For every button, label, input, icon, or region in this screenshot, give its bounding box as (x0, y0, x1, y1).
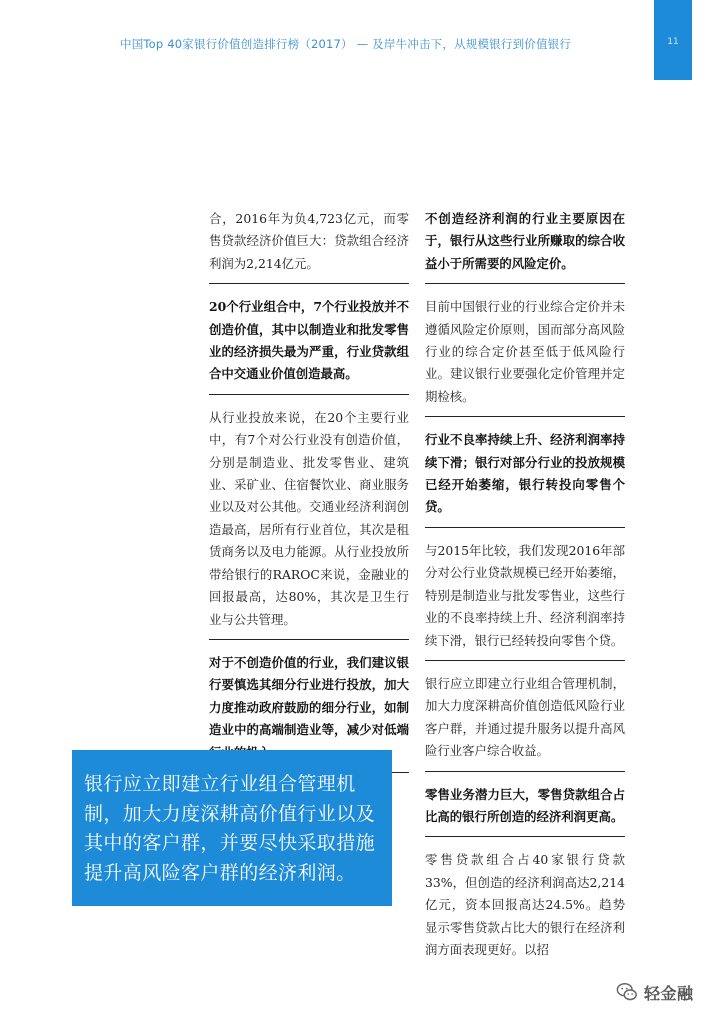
right-column (425, 208, 625, 981)
paragraph: 目前中国银行业的行业综合定价并未遵循风险定价原则，国而部分高风险行业的综合定价甚至低于低风险行业。建议银行业要强化定价管理并定期检核。 (425, 296, 625, 417)
paragraph: 合，2016年为负4,723亿元，而零售贷款经济价值巨大：贷款组合经济利润为2,214亿元。 (209, 208, 409, 284)
bold-summary: 20个行业组合中，7个行业投放并不创造价值，其中以制造业和批发零售业的经济损失最为严重，行业贷款组合中交通业价值创造最高。 (209, 296, 409, 395)
bold-summary: 对于不创造价值的行业，我们建议银行要慎选其细分行业进行投放，加大力度推动政府鼓励的细分行业，如制造业中的高端制造业等，减少对低端 (209, 652, 409, 773)
callout-text: 银行应立即建立行业组合管理机制，加大力度深耕高价值行业以及其中的客户群，并要尽快采取措施提升高风险客户群的经济利润。 (84, 773, 376, 884)
bold-summary: 零售业务潜力巨大，零售贷款组合占比高的银行所创造的经济利润更高。 (425, 784, 625, 838)
bold-summary: 不创造经济利润的行业主要原因在于，银行从这些行业所赚取的综合收益小于所需要的风险定价。 (425, 208, 625, 284)
page-number-tab (654, 0, 692, 80)
paragraph: 零售贷款组合占40家银行贷款33%，但创造的经济利润高达2,214亿元，资本回报高达24.5%。趋势显示零售贷款占比大的银行在经济利润方面表现更好。以招 (425, 852, 625, 957)
page-header (0, 0, 720, 50)
watermark (616, 978, 712, 1006)
bold-summary: 行业不良率持续上升、经济利润率持续下滑；银行对部分行业的投放规模已经开始萎缩，银行转投向零售个贷。 (425, 429, 625, 528)
callout-box (72, 750, 392, 906)
page-number: 11 (667, 37, 679, 47)
paragraph: 银行应立即建立行业组合管理机制，加大力度深耕高价值创造低风险行业客户群，并通过提升服务以提升高风险行业客户综合收益。 (425, 673, 625, 772)
left-column (209, 208, 409, 785)
paragraph: 从行业投放来说，在20个主要行业中，有7个对公行业没有创造价值，分别是制造业、批发零售业、建筑业、采矿业、住宿餐饮业、商业服务业以及对公其他。交通业经济利润创造最高，居所有行业首位，其次是租赁商务以及电力能源。从行业投放所带给银行的RAROC来说，金融业的回报最高，达80%，其次是卫生行业与公共管理。 (209, 407, 409, 640)
watermark-text: 轻金融 (644, 983, 694, 1003)
header-title: 中国Top 40家银行价值创造排行榜（2017） — 及岸牛冲击下，从规模银行到价值银行 (120, 37, 572, 51)
paragraph: 与2015年比较，我们发现2016年部分对公行业贷款规模已经开始萎缩，特别是制造业与批发零售业，这些行业的不良率持续上升、经济利润率持续下滑，银行已经转投向零售个贷。 (425, 540, 625, 661)
wechat-icon (616, 981, 638, 1003)
